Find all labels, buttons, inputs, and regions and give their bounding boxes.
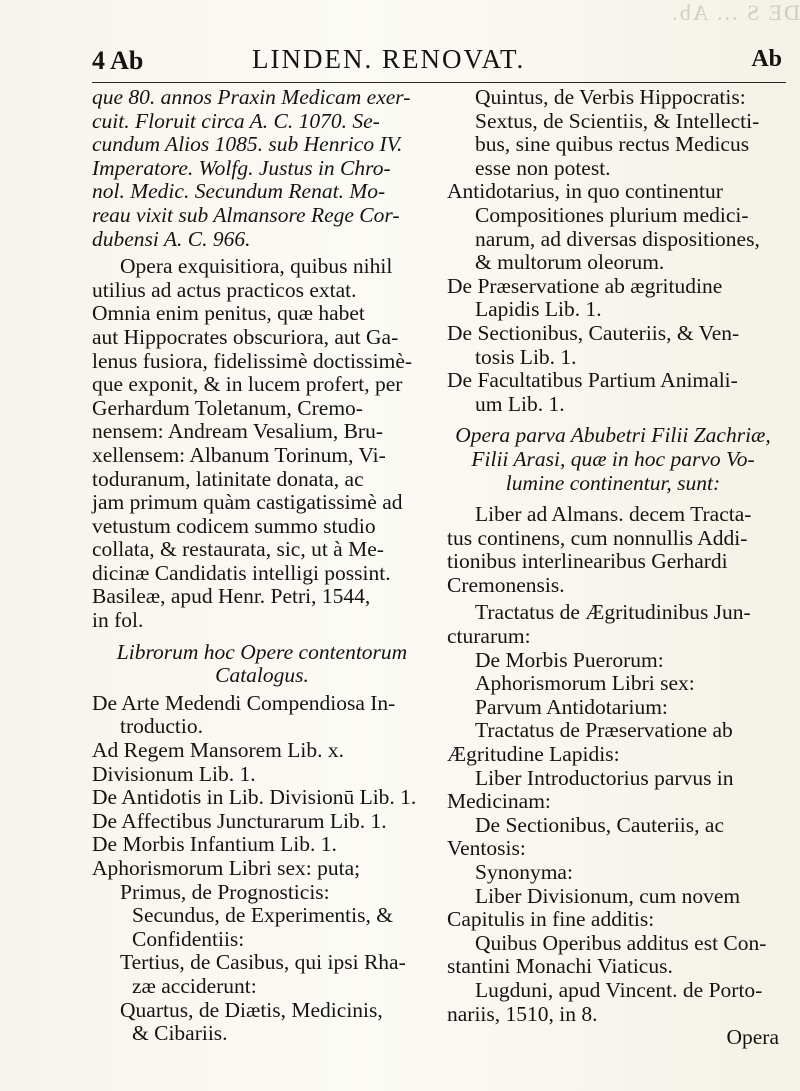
text-line: toduranum, latinitate donata, ac	[92, 466, 364, 491]
text-line: De Morbis Infantium Lib. 1.	[92, 832, 337, 857]
text-line: Quartus, de Diætis, Medicinis,	[120, 997, 383, 1022]
text-line: Primus, de Prognosticis:	[120, 879, 330, 904]
text-line: De Sectionibus, Cauteriis, ac	[475, 812, 724, 837]
text-line: Lapidis Lib. 1.	[475, 297, 602, 322]
text-line: De Affectibus Juncturarum Lib. 1.	[92, 808, 387, 833]
aphorism-parts	[92, 881, 432, 1046]
text-line: Liber ad Almans. decem Tracta-	[475, 502, 752, 527]
text-line: Confidentiis:	[132, 926, 245, 951]
opera-parva-heading	[447, 424, 779, 495]
text-line: que exponit, & in lucem profert, per	[92, 372, 403, 397]
text-line: lenus fusiora, fidelissimè doctissimè-	[92, 348, 413, 373]
text-line: & Cibariis.	[132, 1021, 228, 1046]
text-line: Quintus, de Verbis Hippocratis:	[475, 85, 746, 109]
text-line: Tractatus de Ægritudinibus Jun-	[475, 600, 751, 625]
text-line: dubensi A. C. 966.	[92, 226, 251, 251]
text-line: De Arte Medendi Compendiosa In-	[92, 690, 396, 715]
text-line: Aphorismorum Libri sex:	[475, 671, 695, 696]
text-line: cundum Alios 1085. sub Henrico IV.	[92, 132, 403, 157]
text-line: nariis, 1510, in 8.	[447, 1001, 598, 1026]
text-line: Medicinam:	[447, 789, 551, 814]
text-line: aut Hippocrates obscuriora, aut Ga-	[92, 324, 399, 349]
text-line: Tractatus de Præservatione ab	[475, 718, 733, 743]
author-note	[92, 86, 432, 251]
text-line: Synonyma:	[475, 860, 573, 884]
text-line: Antidotarius, in quo continentur	[447, 179, 723, 204]
text-line: Tertius, de Casibus, qui ipsi Rha-	[120, 950, 406, 975]
text-line: De Præservatione ab ægritudine	[447, 273, 723, 298]
text-line: Opera parva Abubetri Filii Zachriæ,	[455, 423, 771, 448]
text-line: um Lib. 1.	[475, 391, 565, 416]
running-header	[92, 42, 786, 83]
text-line: Filii Arasi, quæ in hoc parvo Vo-	[471, 446, 755, 471]
text-line: Ad Regem Mansorem Lib. x.	[92, 738, 344, 763]
running-left: Ab	[110, 46, 144, 75]
text-line: Liber Divisionum, cum novem	[475, 883, 741, 908]
catalog-list	[92, 692, 432, 881]
text-line: De Sectionibus, Cauteriis, & Ven-	[447, 320, 740, 345]
liber-almans	[447, 503, 779, 597]
text-line: collata, & restaurata, sic, ut à Me-	[92, 537, 384, 562]
text-line: Lugduni, apud Vincent. de Porto-	[475, 977, 763, 1002]
text-line: De Facultatibus Partium Animali-	[447, 368, 738, 393]
text-line: De Antidotis in Lib. Divisionū Lib. 1.	[92, 785, 417, 810]
catalog-entries	[447, 180, 779, 416]
text-line: zæ acciderunt:	[132, 973, 257, 998]
page-number	[92, 46, 143, 76]
opera-description	[92, 255, 432, 633]
page-number-value: 4	[92, 46, 105, 75]
text-line: tus continens, cum nonnullis Addi-	[447, 525, 748, 550]
text-line: Cremonensis.	[447, 572, 565, 597]
text-line: Quibus Operibus additus est Con-	[475, 930, 767, 955]
text-line: Ægritudine Lapidis:	[447, 742, 620, 767]
running-right: Ab	[751, 46, 782, 72]
text-line: vetustum codicem summo studio	[92, 513, 376, 538]
text-line: Capitulis in fine additis:	[447, 907, 655, 932]
text-line: troductio.	[120, 714, 203, 739]
left-column	[92, 86, 432, 1046]
text-line: jam primum quàm castigatissimè ad	[92, 490, 403, 515]
text-line: tosis Lib. 1.	[475, 344, 577, 369]
text-line: xellensem: Albanum Torinum, Vi-	[92, 442, 386, 467]
text-line: esse non potest.	[475, 155, 611, 180]
text-line: cuit. Floruit circa A. C. 1070. Se-	[92, 108, 380, 133]
right-column	[447, 86, 779, 1050]
text-line: Ventosis:	[447, 836, 526, 861]
text-line: Omnia enim penitus, quæ habet	[92, 301, 365, 326]
show-through-text: DE S ... Ab.	[670, 0, 800, 25]
text-line: Sextus, de Scientiis, & Intellecti-	[475, 108, 760, 133]
tractatus	[447, 601, 779, 648]
text-line: Librorum hoc Opere contentorum	[116, 639, 408, 664]
text-line: reau vixit sub Almansore Rege Cor-	[92, 202, 400, 227]
catalog-heading	[92, 641, 432, 688]
text-line: stantini Monachi Viaticus.	[447, 954, 673, 979]
text-line: Imperatore. Wolfg. Justus in Chro-	[92, 155, 391, 180]
aphorism-parts-continued	[447, 86, 779, 180]
text-line: Parvum Antidotarium:	[475, 694, 668, 719]
text-line: Opera exquisitiora, quibus nihil	[120, 254, 393, 279]
running-title: LINDEN. RENOVAT.	[252, 44, 526, 74]
opera-parva-list	[447, 649, 779, 1027]
catchword: Opera	[726, 1025, 779, 1050]
text-line: lumine continentur, sunt:	[505, 470, 721, 495]
text-line: Liber Introductorius parvus in	[475, 765, 734, 790]
text-line: cturarum:	[447, 624, 531, 649]
text-line: Divisionum Lib. 1.	[92, 761, 256, 786]
text-line: Basileæ, apud Henr. Petri, 1544,	[92, 584, 371, 609]
text-line: bus, sine quibus rectus Medicus	[475, 132, 750, 157]
text-line: & multorum oleorum.	[475, 250, 665, 275]
text-line: narum, ad diversas dispositiones,	[475, 226, 760, 251]
text-line: utilius ad actus practicos extat.	[92, 277, 357, 302]
text-line: Aphorismorum Libri sex: puta;	[92, 856, 361, 880]
text-line: que 80. annos Praxin Medicam exer-	[92, 85, 411, 109]
text-line: Secundus, de Experimentis, &	[132, 903, 393, 928]
text-line: nensem: Andream Vesalium, Bru-	[92, 419, 383, 444]
text-line: Compositiones plurium medici-	[475, 202, 749, 227]
text-line: Gerhardum Toletanum, Cremo-	[92, 395, 363, 420]
text-line: nol. Medic. Secundum Renat. Mo-	[92, 179, 386, 204]
text-line: De Morbis Puerorum:	[475, 647, 664, 672]
text-line: in fol.	[92, 608, 144, 633]
text-line: dicinæ Candidatis intelligi possint.	[92, 560, 391, 585]
text-line: Catalogus.	[215, 663, 309, 688]
text-line: tionibus interlinearibus Gerhardi	[447, 549, 728, 574]
